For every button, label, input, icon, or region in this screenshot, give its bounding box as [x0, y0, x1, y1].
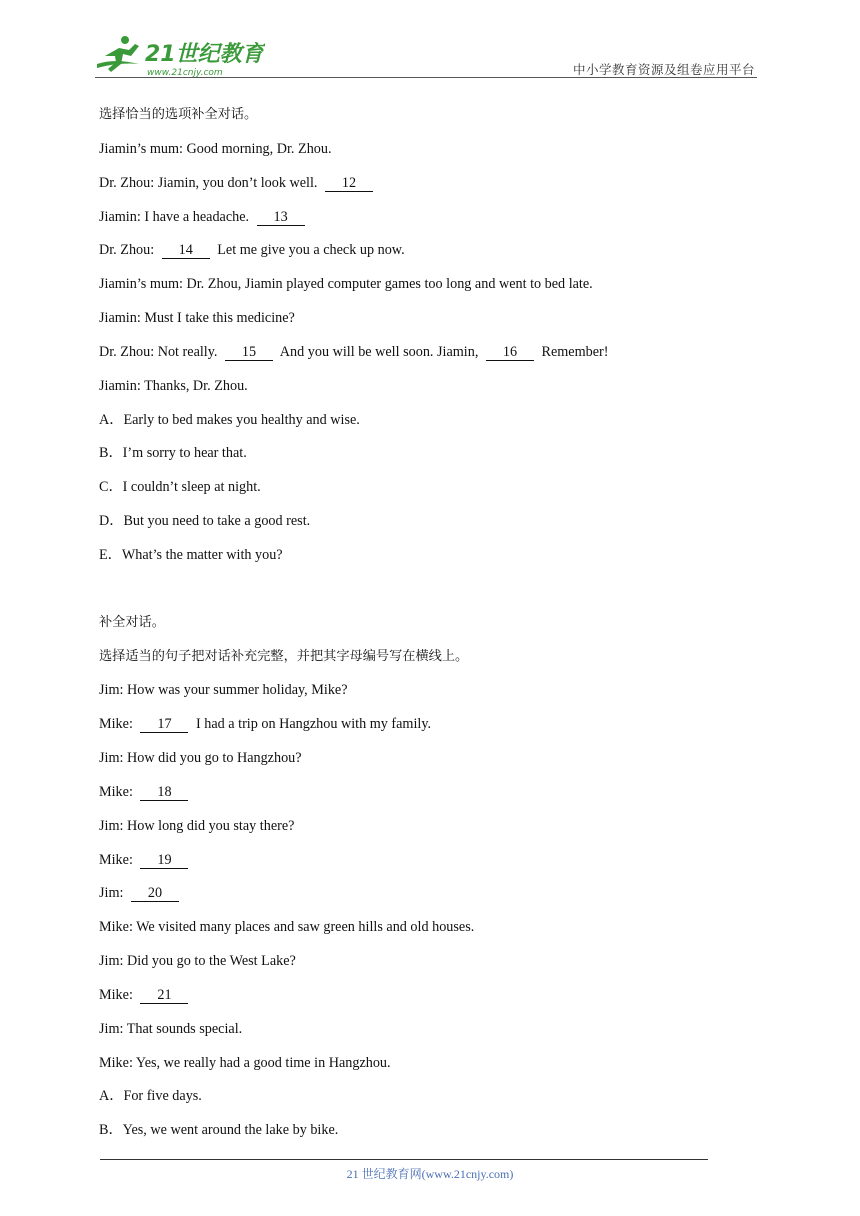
dialogue-line — [99, 372, 739, 406]
spacer — [123, 885, 127, 901]
answer-blank: 21 — [140, 987, 188, 1004]
dialogue-line — [99, 338, 739, 372]
dialogue-line — [99, 1049, 739, 1083]
speaker-label: Mike: — [99, 919, 133, 936]
speaker-label: Dr. Zhou: — [99, 242, 155, 259]
option-text: I’m sorry to hear that. — [122, 445, 247, 462]
dialogue-line — [99, 236, 739, 270]
dialogue-line — [99, 846, 739, 880]
option-item — [99, 473, 739, 507]
option-text: Yes, we went around the lake by bike. — [122, 1122, 339, 1139]
dialogue-line — [99, 676, 739, 710]
spacer — [133, 987, 137, 1003]
option-letter: E． — [99, 546, 122, 563]
section2-dialogue — [99, 676, 739, 1082]
option-letter: A． — [99, 1088, 124, 1105]
dialogue-text: I had a trip on Hangzhou with my family. — [192, 716, 432, 733]
section2-options — [99, 1082, 739, 1150]
speaker-label: Jiamin: — [99, 310, 141, 327]
speaker-label: Jim: — [99, 750, 124, 767]
footer-text: 21 世纪教育网(www.21cnjy.com) — [346, 1167, 514, 1181]
document-body — [99, 101, 739, 1150]
dialogue-line — [99, 913, 739, 947]
option-letter: D． — [99, 513, 124, 530]
spacer — [133, 784, 137, 800]
dialogue-text: Must I take this medicine? — [140, 310, 295, 327]
dialogue-text: We visited many places and saw green hills and old houses. — [132, 919, 475, 936]
speaker-label: Jim: — [99, 1020, 124, 1037]
option-item — [99, 1082, 739, 1116]
speaker-label: Jim: — [99, 817, 124, 834]
speaker-label: Jim: — [99, 682, 124, 699]
dialogue-line — [99, 169, 739, 203]
spacer — [133, 716, 137, 732]
option-item — [99, 406, 739, 440]
dialogue-text: How long did you stay there? — [123, 817, 295, 834]
dialogue-text: Yes, we really had a good time in Hangzhou. — [132, 1054, 391, 1071]
section1-dialogue — [99, 135, 739, 406]
answer-blank: 13 — [257, 209, 305, 226]
dialogue-line — [99, 203, 739, 237]
option-text: What’s the matter with you? — [121, 546, 283, 563]
dialogue-line — [99, 304, 739, 338]
answer-blank: 20 — [131, 885, 179, 902]
dialogue-text: Did you go to the West Lake? — [123, 953, 296, 970]
speaker-label: Mike: — [99, 783, 133, 800]
option-letter: C． — [99, 479, 123, 496]
spacer — [133, 852, 137, 868]
speaker-label: Dr. Zhou: — [99, 343, 155, 360]
dialogue-text: How did you go to Hangzhou? — [123, 750, 302, 767]
answer-blank: 16 — [486, 344, 534, 361]
dialogue-text: How was your summer holiday, Mike? — [123, 682, 348, 699]
speaker-label: Jiamin’s mum: — [99, 140, 183, 157]
option-text: I couldn’t sleep at night. — [122, 479, 261, 496]
dialogue-line — [99, 947, 739, 981]
speaker-label: Jiamin: — [99, 208, 141, 225]
option-letter: B． — [99, 1122, 123, 1139]
dialogue-text: Remember! — [537, 343, 609, 360]
logo-text: 21世纪教育 — [145, 42, 264, 67]
option-text: For five days. — [123, 1088, 202, 1105]
speaker-label: Mike: — [99, 716, 133, 733]
spacer — [154, 242, 158, 258]
dialogue-text: Let me give you a check up now. — [213, 242, 405, 259]
dialogue-text: That sounds special. — [123, 1020, 243, 1037]
dialogue-line — [99, 812, 739, 846]
dialogue-line — [99, 981, 739, 1015]
dialogue-text: Jiamin, you don’t look well. — [154, 174, 321, 191]
header-divider — [95, 77, 757, 78]
option-letter: B． — [99, 445, 123, 462]
dialogue-line — [99, 778, 739, 812]
section1-instruction: 选择恰当的选项补全对话。 — [99, 107, 258, 122]
option-text: But you need to take a good rest. — [123, 513, 311, 530]
option-item — [99, 439, 739, 473]
dialogue-text: I have a headache. — [140, 208, 253, 225]
dialogue-line — [99, 270, 739, 304]
answer-blank: 17 — [140, 716, 188, 733]
logo-url: www.21cnjy.com — [147, 68, 223, 78]
page-header — [95, 34, 757, 80]
dialogue-text: Dr. Zhou, Jiamin played computer games too long and went to bed late. — [182, 276, 593, 293]
option-item — [99, 1116, 739, 1150]
option-item — [99, 507, 739, 541]
section2-instruction: 选择适当的句子把对话补充完整，并把其字母编号写在横线上。 — [99, 648, 469, 664]
speaker-label: Jiamin’s mum: — [99, 276, 183, 293]
speaker-label: Jiamin: — [99, 377, 141, 394]
answer-blank: 19 — [140, 852, 188, 869]
header-platform-text: 中小学教育资源及组卷应用平台 — [572, 62, 755, 77]
footer-divider — [100, 1159, 708, 1160]
dialogue-text: And you will be well soon. Jiamin, — [277, 343, 482, 360]
dialogue-line — [99, 135, 739, 169]
dialogue-line — [99, 879, 739, 913]
speaker-label: Jim: — [99, 953, 124, 970]
dialogue-line — [99, 1015, 739, 1049]
answer-blank: 12 — [325, 175, 373, 192]
option-text: Early to bed makes you healthy and wise. — [123, 411, 360, 428]
speaker-label: Mike: — [99, 986, 133, 1003]
dialogue-line — [99, 710, 739, 744]
dialogue-text: Not really. — [154, 343, 222, 360]
option-item — [99, 541, 739, 575]
section2-title: 补全对话。 — [99, 614, 165, 630]
answer-blank: 14 — [162, 242, 210, 259]
speaker-label: Jim: — [99, 885, 124, 902]
section-gap — [99, 575, 739, 609]
speaker-label: Mike: — [99, 851, 133, 868]
speaker-label: Dr. Zhou: — [99, 174, 155, 191]
section1-options — [99, 406, 739, 575]
dialogue-text: Good morning, Dr. Zhou. — [182, 140, 332, 157]
dialogue-line — [99, 744, 739, 778]
logo-21cnjy — [95, 34, 265, 78]
speaker-label: Mike: — [99, 1054, 133, 1071]
answer-blank: 15 — [225, 344, 273, 361]
option-letter: A． — [99, 411, 124, 428]
dialogue-text: Thanks, Dr. Zhou. — [140, 377, 248, 394]
answer-blank: 18 — [140, 784, 188, 801]
